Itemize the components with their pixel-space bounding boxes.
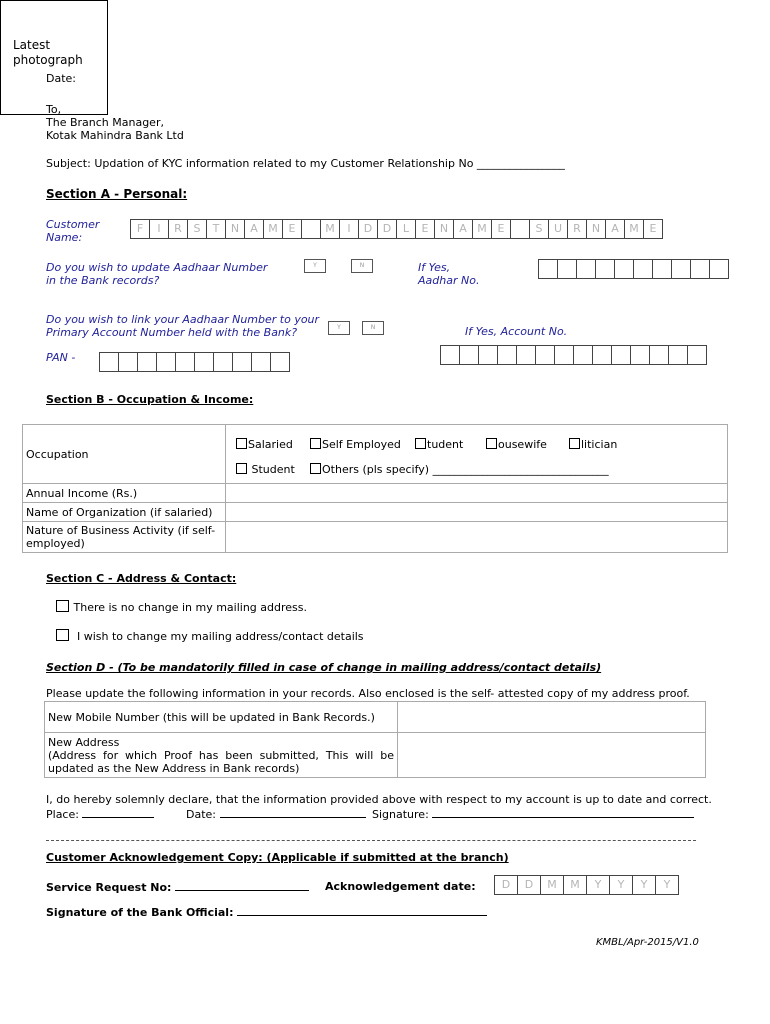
- service-request-row: [46, 880, 309, 894]
- account-digit-cell[interactable]: [478, 345, 498, 365]
- aadhaar-digit-cell[interactable]: [538, 259, 558, 279]
- service-request-field[interactable]: [175, 880, 309, 891]
- address-line-3: updated as the New Address in Bank records): [48, 761, 300, 775]
- name-letter-cell[interactable]: M: [624, 219, 644, 239]
- aadhaar-digit-cell[interactable]: [652, 259, 672, 279]
- photo-label-1: Latest: [13, 38, 51, 52]
- business-activity-field[interactable]: [226, 522, 728, 553]
- pan-char-cell[interactable]: [137, 352, 157, 372]
- pan-char-cell[interactable]: [194, 352, 214, 372]
- no-change-label: There is no change in my mailing address.: [73, 601, 307, 614]
- aadhaar-digit-cell[interactable]: [614, 259, 634, 279]
- name-letter-cell[interactable]: R: [168, 219, 188, 239]
- aadhaar-digit-cell[interactable]: [557, 259, 577, 279]
- customer-label-1: Customer: [46, 218, 100, 231]
- account-digit-cell[interactable]: [440, 345, 460, 365]
- official-signature-row: [46, 905, 487, 919]
- occupation-label: Occupation: [23, 425, 226, 484]
- option-student-label: Student: [251, 463, 295, 476]
- annual-income-label: Annual Income (Rs.): [23, 484, 226, 503]
- link-question: [46, 313, 319, 339]
- option-politician[interactable]: [569, 438, 617, 451]
- name-letter-cell[interactable]: F: [130, 219, 150, 239]
- service-request-label: Service Request No:: [46, 881, 172, 894]
- section-c-title: Section C - Address & Contact:: [46, 572, 237, 585]
- name-letter-cell[interactable]: M: [472, 219, 492, 239]
- option-student-partial-label: tudent: [427, 438, 464, 451]
- aadhaar-digit-cell[interactable]: [690, 259, 710, 279]
- name-letter-cell[interactable]: L: [396, 219, 416, 239]
- section-d-title: Section D - (To be mandatorily filled in case of change in mailing address/contact details): [46, 661, 602, 674]
- version-code: KMBL/Apr-2015/V1.0: [596, 937, 699, 948]
- link-q-line-1: Do you wish to link your Aadhaar Number to your: [46, 313, 320, 326]
- date-row: [186, 807, 366, 821]
- pan-label: PAN -: [46, 351, 76, 364]
- option-self-employed[interactable]: [310, 438, 401, 451]
- name-letter-cell[interactable]: S: [187, 219, 207, 239]
- photo-label-2: photograph: [13, 53, 83, 67]
- official-signature-field[interactable]: [237, 905, 487, 916]
- aadhaar-q-line-2: in the Bank records?: [46, 274, 160, 287]
- if-yes-line-1: If Yes,: [418, 261, 451, 274]
- name-letter-cell[interactable]: A: [605, 219, 625, 239]
- signature-field[interactable]: [432, 807, 694, 818]
- account-digit-cell[interactable]: [668, 345, 688, 365]
- pan-char-cell[interactable]: [175, 352, 195, 372]
- ack-date-cell[interactable]: M: [563, 875, 587, 895]
- manager-line: The Branch Manager,: [46, 116, 164, 129]
- name-letter-cell[interactable]: D: [377, 219, 397, 239]
- date-label: Date:: [46, 72, 76, 85]
- option-salaried[interactable]: [236, 438, 293, 451]
- customer-name-boxes[interactable]: [131, 219, 663, 239]
- account-number-boxes[interactable]: [441, 345, 707, 365]
- account-digit-cell[interactable]: [516, 345, 536, 365]
- link-no-box[interactable]: N: [362, 321, 384, 335]
- link-q-line-2: Primary Account Number held with the Bank?: [46, 326, 298, 339]
- option-housewife-label: ousewife: [498, 438, 547, 451]
- pan-char-cell[interactable]: [213, 352, 233, 372]
- address-block: [46, 103, 184, 142]
- official-signature-label: Signature of the Bank Official:: [46, 906, 234, 919]
- name-letter-cell[interactable]: M: [320, 219, 340, 239]
- declaration-date-field[interactable]: [220, 807, 366, 818]
- name-letter-cell[interactable]: M: [263, 219, 283, 239]
- new-address-label: [45, 733, 398, 778]
- ack-title: Customer Acknowledgement Copy: (Applicable if submitted at the branch): [46, 851, 509, 864]
- pan-char-cell[interactable]: [99, 352, 119, 372]
- name-letter-cell[interactable]: T: [206, 219, 226, 239]
- name-letter-cell[interactable]: D: [358, 219, 378, 239]
- occupation-options: [226, 425, 728, 484]
- to-line: To,: [46, 103, 62, 116]
- name-letter-cell[interactable]: E: [415, 219, 435, 239]
- pan-boxes[interactable]: [100, 352, 290, 372]
- pan-char-cell[interactable]: [232, 352, 252, 372]
- name-letter-cell[interactable]: S: [529, 219, 549, 239]
- organization-label: Name of Organization (if salaried): [23, 503, 226, 522]
- name-letter-cell[interactable]: I: [149, 219, 169, 239]
- aadhaar-digit-cell[interactable]: [576, 259, 596, 279]
- option-housewife[interactable]: [486, 438, 547, 451]
- account-digit-cell[interactable]: [554, 345, 574, 365]
- account-digit-cell[interactable]: [573, 345, 593, 365]
- link-yes-box[interactable]: Y: [328, 321, 350, 335]
- occupation-table: [22, 424, 728, 553]
- ack-date-cell[interactable]: Y: [655, 875, 679, 895]
- mobile-field[interactable]: [398, 702, 706, 733]
- pan-char-cell[interactable]: [118, 352, 138, 372]
- place-row: [46, 807, 154, 821]
- name-letter-cell[interactable]: R: [567, 219, 587, 239]
- name-letter-cell[interactable]: E: [282, 219, 302, 239]
- ack-date-cell[interactable]: Y: [609, 875, 633, 895]
- section-d-intro: Please update the following information in your records. Also enclosed is the self- attested copy of my address proof.: [46, 687, 690, 700]
- signature-row: [372, 807, 694, 821]
- option-student-partial[interactable]: [415, 438, 463, 451]
- customer-name-label: [46, 218, 99, 244]
- ack-date-boxes[interactable]: [495, 875, 679, 895]
- if-yes-account-label: If Yes, Account No.: [465, 325, 568, 338]
- option-others[interactable]: [310, 463, 609, 476]
- aadhaar-digit-cell[interactable]: [671, 259, 691, 279]
- organization-field[interactable]: [226, 503, 728, 522]
- ack-date-cell[interactable]: Y: [586, 875, 610, 895]
- aadhaar-digit-cell[interactable]: [709, 259, 729, 279]
- bank-line: Kotak Mahindra Bank Ltd: [46, 129, 184, 142]
- option-others-label: Others (pls specify) ________________________________: [322, 463, 609, 476]
- aadhaar-no-box[interactable]: N: [351, 259, 373, 273]
- signature-label: Signature:: [372, 808, 429, 821]
- name-letter-cell[interactable]: N: [225, 219, 245, 239]
- account-digit-cell[interactable]: [611, 345, 631, 365]
- name-letter-cell[interactable]: I: [339, 219, 359, 239]
- business-activity-label: [23, 522, 226, 553]
- ack-date-cell[interactable]: M: [540, 875, 564, 895]
- ack-date-cell[interactable]: D: [517, 875, 541, 895]
- ack-date-cell[interactable]: D: [494, 875, 518, 895]
- cut-line: [46, 840, 696, 841]
- aadhaar-number-boxes[interactable]: [539, 259, 729, 279]
- name-letter-cell[interactable]: E: [643, 219, 663, 239]
- name-letter-cell[interactable]: N: [586, 219, 606, 239]
- customer-label-2: Name:: [46, 231, 83, 244]
- business-line-1: Nature of Business Activity (if self-: [26, 524, 216, 537]
- option-salaried-label: Salaried: [248, 438, 293, 451]
- option-self-employed-label: Self Employed: [322, 438, 401, 451]
- account-digit-cell[interactable]: [459, 345, 479, 365]
- option-politician-label: litician: [581, 438, 618, 451]
- declaration-date-label: Date:: [186, 808, 216, 821]
- name-letter-cell[interactable]: A: [453, 219, 473, 239]
- account-digit-cell[interactable]: [535, 345, 555, 365]
- aadhaar-digit-cell[interactable]: [595, 259, 615, 279]
- account-digit-cell[interactable]: [592, 345, 612, 365]
- if-yes-line-2: Aadhar No.: [418, 274, 480, 287]
- mobile-label: New Mobile Number (this will be updated in Bank Records.): [45, 702, 398, 733]
- option-student[interactable]: [236, 463, 295, 476]
- aadhaar-yes-box[interactable]: Y: [304, 259, 326, 273]
- aadhaar-digit-cell[interactable]: [633, 259, 653, 279]
- aadhaar-q-line-1: Do you wish to update Aadhaar Number: [46, 261, 268, 274]
- annual-income-field[interactable]: [226, 484, 728, 503]
- account-digit-cell[interactable]: [649, 345, 669, 365]
- aadhaar-question: [46, 261, 267, 287]
- account-digit-cell[interactable]: [497, 345, 517, 365]
- account-digit-cell[interactable]: [687, 345, 707, 365]
- place-label: Place:: [46, 808, 79, 821]
- name-letter-cell[interactable]: A: [244, 219, 264, 239]
- pan-char-cell[interactable]: [270, 352, 290, 372]
- name-letter-cell[interactable]: N: [434, 219, 454, 239]
- section-b-title: Section B - Occupation & Income:: [46, 393, 254, 406]
- ack-date-cell[interactable]: Y: [632, 875, 656, 895]
- business-line-2: employed): [26, 537, 85, 550]
- change-option[interactable]: [56, 629, 364, 643]
- ack-date-label: Acknowledgement date:: [325, 880, 476, 893]
- address-table: [44, 701, 706, 778]
- name-letter-cell[interactable]: [510, 219, 530, 239]
- name-letter-cell[interactable]: U: [548, 219, 568, 239]
- new-address-field[interactable]: [398, 733, 706, 778]
- subject-line: Subject: Updation of KYC information related to my Customer Relationship No ________________: [46, 157, 565, 170]
- no-change-option[interactable]: [56, 600, 307, 614]
- section-a-title: Section A - Personal:: [46, 187, 188, 201]
- pan-char-cell[interactable]: [156, 352, 176, 372]
- pan-char-cell[interactable]: [251, 352, 271, 372]
- photo-box: [0, 0, 108, 115]
- account-digit-cell[interactable]: [630, 345, 650, 365]
- address-line-2: (Address for which Proof has been submitted, This will be: [48, 748, 394, 762]
- if-yes-aadhaar-label: [418, 261, 479, 287]
- change-label: I wish to change my mailing address/contact details: [77, 630, 364, 643]
- place-field[interactable]: [82, 807, 154, 818]
- name-letter-cell[interactable]: E: [491, 219, 511, 239]
- name-letter-cell[interactable]: [301, 219, 321, 239]
- address-line-1: New Address: [48, 735, 120, 749]
- declaration-text: I, do hereby solemnly declare, that the information provided above with respect to my account is up to date and correct.: [46, 793, 712, 806]
